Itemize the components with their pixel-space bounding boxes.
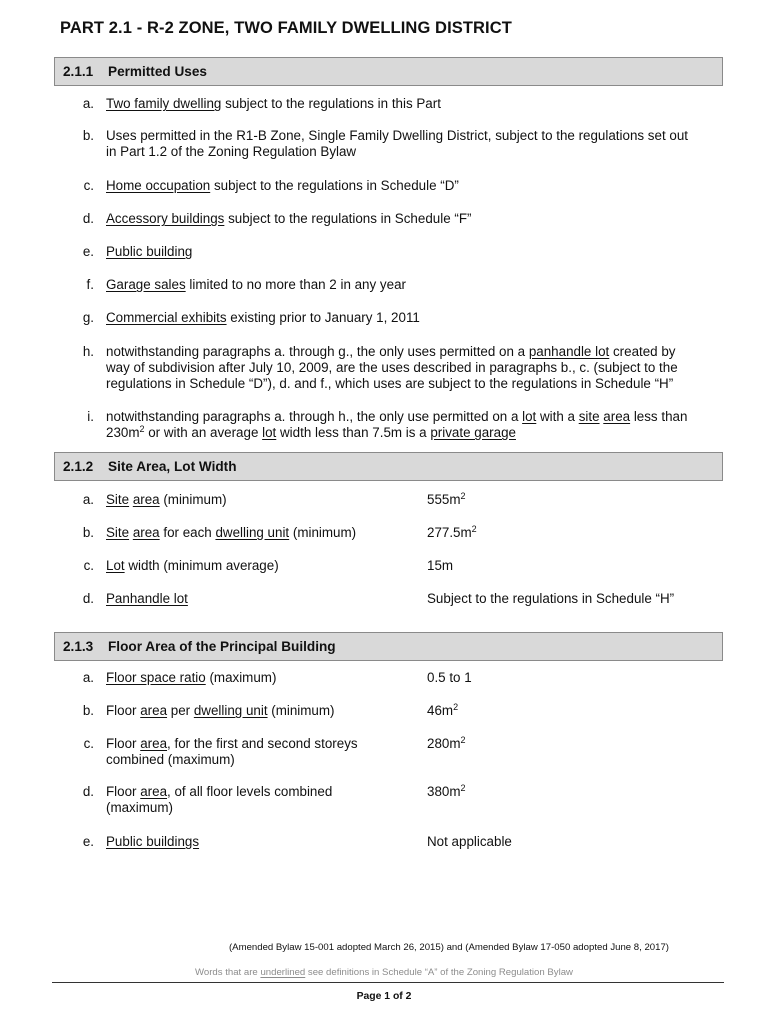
item-text: [106, 244, 718, 260]
text-run: Uses permitted in the R1-B Zone, Single Family Dwelling District, subject to the regulations set out: [106, 128, 689, 143]
text-run: (minimum): [289, 525, 357, 540]
section-header-2-1-1: [54, 57, 723, 86]
text-run: way of subdivision after July 10, 2009, are the uses described in paragraphs b., c. (subject to the: [106, 360, 678, 375]
defined-term: Garage sales: [106, 277, 186, 292]
item-letter: c.: [83, 558, 94, 573]
definitions-text: Words that are: [195, 967, 261, 978]
text-run: 0.5 to 1: [427, 670, 472, 685]
item-text: [106, 128, 718, 160]
section-number: 2.1.1: [63, 64, 94, 79]
item-letter: d.: [82, 211, 94, 226]
item-text: [106, 784, 406, 816]
text-run: 280m: [427, 736, 461, 751]
text-run: 555m: [427, 492, 461, 507]
section-title: Site Area, Lot Width: [108, 459, 237, 474]
item-text: [106, 409, 718, 441]
section-title: Floor Area of the Principal Building: [108, 639, 336, 654]
defined-term: site: [578, 409, 600, 424]
defined-term: area: [603, 409, 631, 424]
section-header-2-1-2: [54, 452, 723, 481]
item-value: [427, 591, 727, 607]
defined-term: dwelling unit: [193, 703, 268, 718]
defined-term: area: [140, 703, 168, 718]
defined-term: panhandle lot: [528, 344, 610, 359]
page-number: Page 1 of 2: [356, 991, 412, 1002]
item-letter: i.: [87, 409, 94, 424]
item-letter: b.: [82, 128, 94, 143]
text-run: in Part 1.2 of the Zoning Regulation Bylaw: [106, 144, 357, 159]
item-value: [427, 703, 727, 719]
item-text: [106, 834, 406, 850]
section-title: Permitted Uses: [108, 64, 207, 79]
text-run: notwithstanding paragraphs a. through h., the only use permitted on a: [106, 409, 523, 424]
superscript: 2: [471, 524, 477, 534]
superscript: 2: [139, 424, 145, 434]
item-text: [106, 96, 718, 112]
item-text: [106, 736, 406, 768]
text-run: width less than 7.5m is a: [276, 425, 431, 440]
item-text: [106, 703, 406, 719]
defined-term: area: [132, 492, 160, 507]
item-letter: c.: [83, 178, 94, 193]
defined-term: Site: [106, 525, 130, 540]
item-value: [427, 525, 727, 541]
text-run: less than: [630, 409, 688, 424]
item-letter: e.: [82, 244, 94, 259]
section-number: 2.1.3: [63, 639, 94, 654]
defined-term: Public building: [106, 244, 193, 259]
definitions-underlined: underlined: [260, 967, 306, 978]
text-run: width (minimum average): [124, 558, 279, 573]
superscript: 2: [460, 735, 466, 745]
text-run: Floor: [106, 703, 141, 718]
defined-term: Floor space ratio: [106, 670, 206, 685]
item-value: [427, 736, 727, 752]
page-title: PART 2.1 - R-2 ZONE, TWO FAMILY DWELLING DISTRICT: [60, 19, 512, 37]
defined-term: Panhandle lot: [106, 591, 188, 606]
item-text: [106, 344, 718, 392]
item-letter: a.: [82, 670, 94, 685]
defined-term: Public buildings: [106, 834, 200, 849]
text-run: 15m: [427, 558, 454, 573]
text-run: per: [167, 703, 194, 718]
defined-term: area: [132, 525, 160, 540]
text-run: existing prior to January 1, 2011: [226, 310, 420, 325]
defined-term: Lot: [106, 558, 125, 573]
text-run: limited to no more than 2 in any year: [185, 277, 406, 292]
item-letter: d.: [82, 591, 94, 606]
text-run: Floor: [106, 736, 141, 751]
text-run: subject to the regulations in Schedule “F”: [224, 211, 472, 226]
text-run: (maximum): [106, 800, 173, 815]
superscript: 2: [460, 783, 466, 793]
text-run: for each: [159, 525, 216, 540]
item-value: [427, 558, 727, 574]
item-text: [106, 591, 406, 607]
text-run: Not applicable: [427, 834, 512, 849]
item-letter: d.: [82, 784, 94, 799]
defined-term: lot: [262, 425, 277, 440]
text-run: subject to the regulations in this Part: [221, 96, 441, 111]
item-value: [427, 834, 727, 850]
amendment-note: (Amended Bylaw 15-001 adopted March 26, 2015) and (Amended Bylaw 17-050 adopted June 8, 2017): [228, 942, 669, 953]
text-run: 380m: [427, 784, 461, 799]
item-value: [427, 492, 727, 508]
item-text: [106, 558, 406, 574]
item-text: [106, 670, 406, 686]
defined-term: lot: [522, 409, 537, 424]
defined-term: Home occupation: [106, 178, 211, 193]
defined-term: Accessory buildings: [106, 211, 225, 226]
text-run: notwithstanding paragraphs a. through g., the only uses permitted on a: [106, 344, 529, 359]
text-run: , of all floor levels combined: [167, 784, 333, 799]
defined-term: dwelling unit: [215, 525, 290, 540]
text-run: (minimum): [159, 492, 227, 507]
item-text: [106, 211, 718, 227]
definitions-note: [0, 967, 768, 978]
text-run: , for the first and second storeys: [167, 736, 358, 751]
item-letter: a.: [82, 96, 94, 111]
item-letter: h.: [82, 344, 94, 359]
text-run: 46m: [427, 703, 454, 718]
section-header-2-1-3: [54, 632, 723, 661]
defined-term: area: [140, 736, 168, 751]
text-run: or with an average: [144, 425, 263, 440]
superscript: 2: [460, 491, 466, 501]
text-run: created by: [609, 344, 676, 359]
item-text: [106, 492, 406, 508]
item-text: [106, 525, 406, 541]
text-run: subject to the regulations in Schedule “D”: [210, 178, 459, 193]
item-text: [106, 277, 718, 293]
defined-term: Commercial exhibits: [106, 310, 227, 325]
item-text: [106, 310, 718, 326]
defined-term: area: [140, 784, 168, 799]
defined-term: Two family dwelling: [106, 96, 222, 111]
item-letter: c.: [83, 736, 94, 751]
text-run: 230m: [106, 425, 140, 440]
item-letter: g.: [82, 310, 94, 325]
text-run: with a: [536, 409, 579, 424]
text-run: (maximum): [205, 670, 277, 685]
text-run: regulations in Schedule “D”), d. and f., which uses are subject to the regulations in Schedule “H”: [106, 376, 674, 391]
footer-rule: [52, 982, 724, 983]
item-value: [427, 784, 727, 800]
text-run: Floor: [106, 784, 141, 799]
item-letter: e.: [82, 834, 94, 849]
item-letter: f.: [86, 277, 94, 292]
item-letter: a.: [82, 492, 94, 507]
section-number: 2.1.2: [63, 459, 94, 474]
text-run: (minimum): [267, 703, 335, 718]
item-letter: b.: [82, 703, 94, 718]
item-value: [427, 670, 727, 686]
text-run: 277.5m: [427, 525, 472, 540]
text-run: Subject to the regulations in Schedule “H”: [427, 591, 675, 606]
item-text: [106, 178, 718, 194]
text-run: combined (maximum): [106, 752, 235, 767]
definitions-text: see definitions in Schedule “A” of the Zoning Regulation Bylaw: [305, 967, 573, 978]
defined-term: private garage: [430, 425, 516, 440]
defined-term: Site: [106, 492, 130, 507]
superscript: 2: [453, 702, 459, 712]
item-letter: b.: [82, 525, 94, 540]
